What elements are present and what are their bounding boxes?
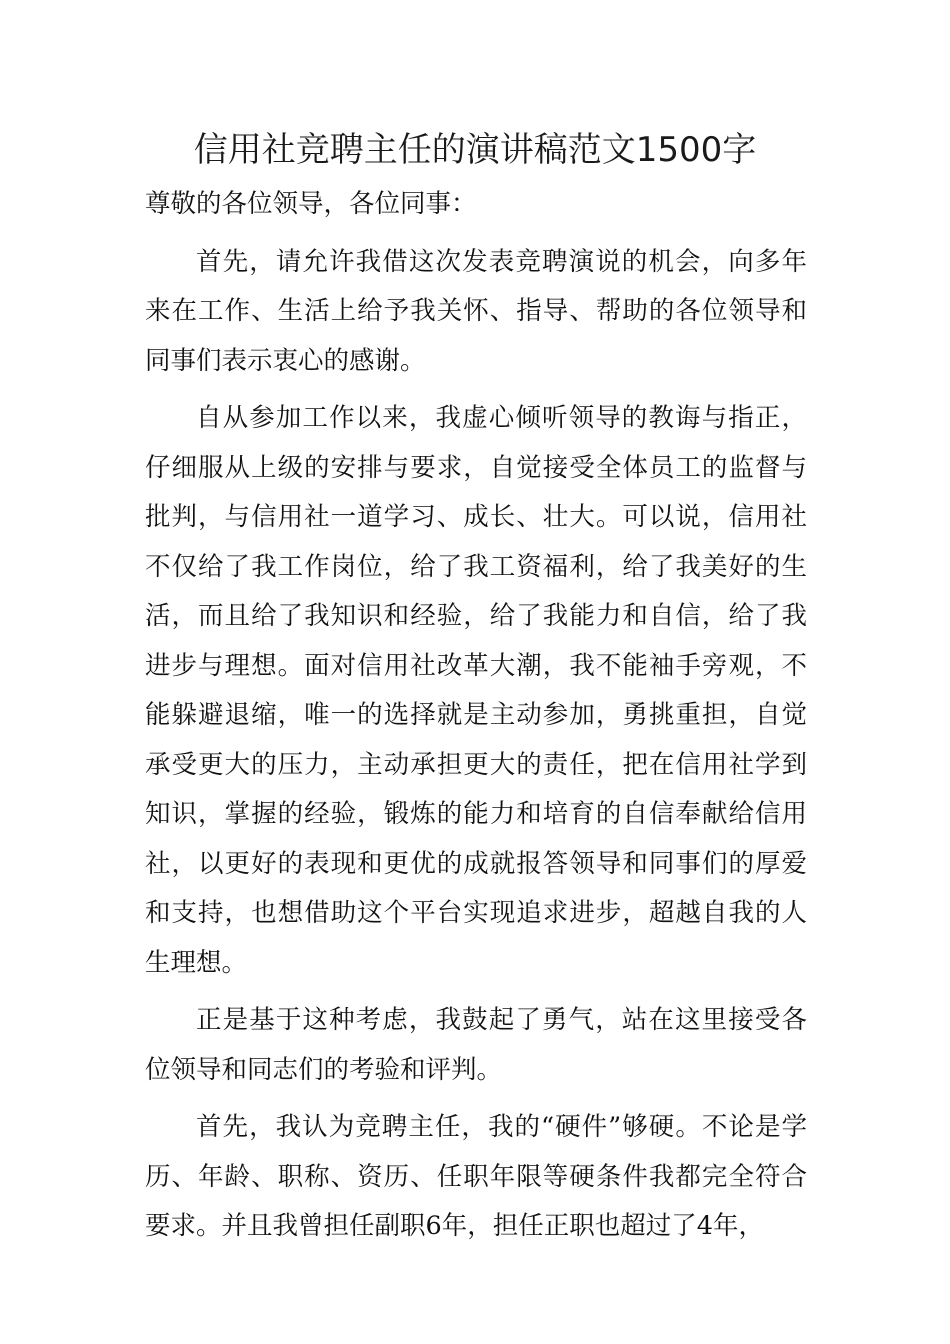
document-title: 信用社竞聘主任的演讲稿范文1500字	[193, 130, 757, 170]
salutation: 尊敬的各位领导，各位同事：	[145, 189, 477, 219]
paragraph-4: 首先，我认为竞聘主任，我的“硬件”够硬。不论是学历、年龄、职称、资历、任职年限等硬条件我都完全符合要求。并且我曾担任副职6年，担任正职也超过了4年，	[145, 1112, 807, 1241]
paragraph-1: 首先，请允许我借这次发表竞聘演说的机会，向多年来在工作、生活上给予我关怀、指导、帮助的各位领导和同事们表示衷心的感谢。	[145, 246, 807, 376]
document-body	[145, 180, 807, 1252]
paragraph-3: 正是基于这种考虑，我鼓起了勇气，站在这里接受各位领导和同志们的考验和评判。	[145, 1005, 807, 1085]
paragraph-2: 自从参加工作以来，我虚心倾听领导的教诲与指正，仔细服从上级的安排与要求，自觉接受全体员工的监督与批判，与信用社一道学习、成长、壮大。可以说，信用社不仅给了我工作岗位，给了我工资福利，给了我美好的生活，而且给了我知识和经验，给了我能力和自信，给了我进步与理想。面对信用社改革大潮，我不能袖手旁观，不能躲避退缩，唯一的选择就是主动参加，勇挑重担，自觉承受更大的压力，主动承担更大的责任，把在信用社学到知识，掌握的经验，锻炼的能力和培育的自信奉献给信用社，以更好的表现和更优的成就报答领导和同事们的厚爱和支持，也想借助这个平台实现追求进步，超越自我的人生理想。	[145, 403, 807, 978]
